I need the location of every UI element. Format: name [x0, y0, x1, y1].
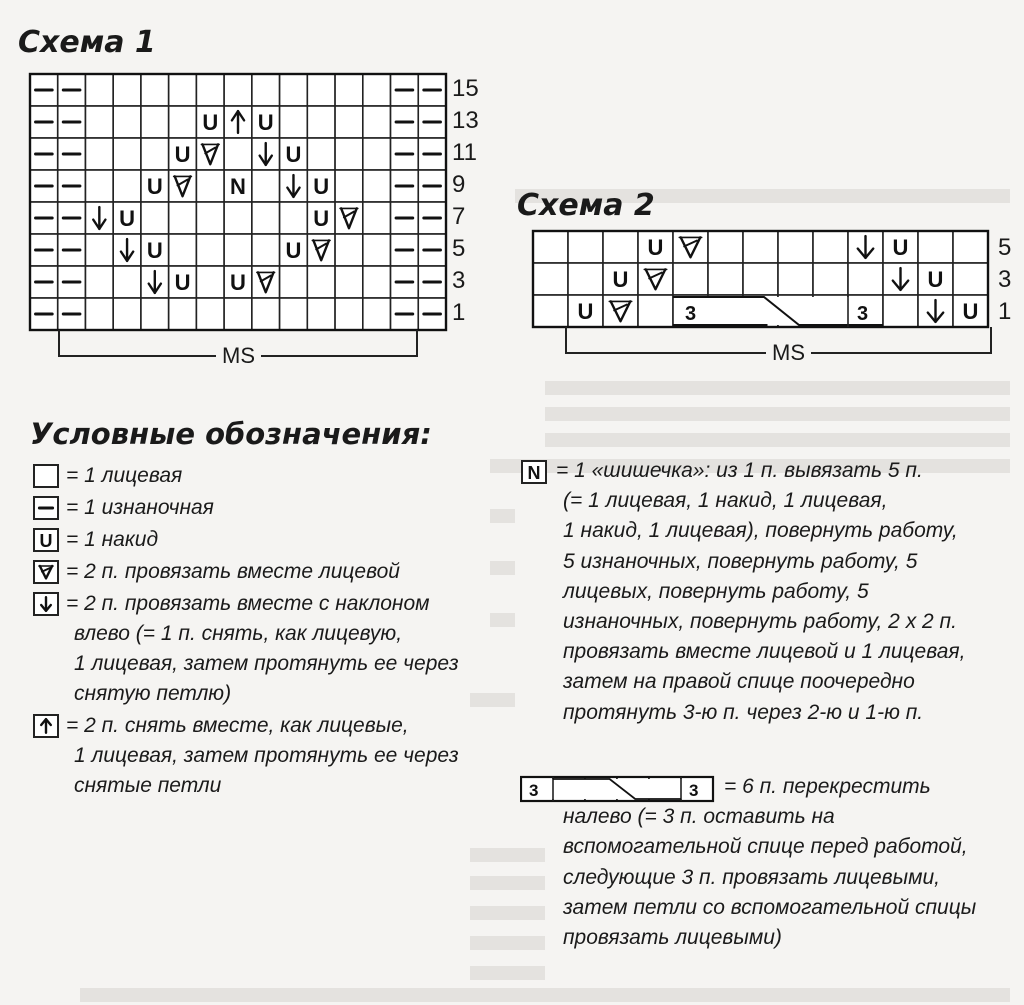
scheme1-row-number: 13: [452, 107, 479, 134]
scheme1-knit-cell: [335, 234, 363, 266]
legend-item-text: = 2 п. провязать вместе лицевой: [66, 560, 400, 583]
scheme1-knit-cell: [363, 138, 391, 170]
scheme1-purl-symbol: [391, 74, 419, 106]
scheme1-knit-cell: [113, 266, 141, 298]
scheme1-knit-cell: [196, 202, 224, 234]
scheme1-knit-cell: [307, 138, 335, 170]
scheme2-yarn-over-symbol: [568, 295, 603, 327]
scheme1-knit-cell: [335, 298, 363, 330]
scheme1-knit-cell: [169, 234, 197, 266]
scheme1-knit-cell: [280, 298, 308, 330]
scheme1-purl-symbol: [30, 266, 58, 298]
legend-item-text: = 1 накид: [66, 528, 159, 551]
scheme1-knit-cell: [196, 74, 224, 106]
scheme1-purl-symbol: [58, 202, 86, 234]
scheme1-knit-cell: [252, 74, 280, 106]
scheme1-knit-cell: [113, 106, 141, 138]
scheme1-purl-symbol: [418, 266, 446, 298]
scheme2-knit-cell: [778, 263, 813, 295]
scheme1-knit-cell: [169, 298, 197, 330]
scheme1-knit-cell: [85, 170, 113, 202]
legend-bobble-text: затем на правой спице поочередно: [563, 670, 915, 694]
scheme1-knit-cell: [252, 202, 280, 234]
scheme1-ms-label: MS: [216, 343, 261, 369]
scheme1-knit-cell: [85, 234, 113, 266]
scheme1-knit-cell: [169, 202, 197, 234]
legend-title: Условные обозначения:: [30, 417, 432, 451]
scheme1-k2tog-symbol: [169, 170, 197, 202]
scheme1-yarn-over-symbol: [307, 202, 335, 234]
scheme1-knit-cell: [335, 138, 363, 170]
legend-cross-text: следующие 3 п. провязать лицевыми,: [563, 865, 940, 889]
svg-text:U: U: [257, 110, 274, 135]
scheme1-yarn-over-symbol: [252, 106, 280, 138]
scheme1-yarn-over-symbol: [169, 138, 197, 170]
legend-item-text: снятую петлю): [74, 682, 232, 705]
scheme1-yarn-over-symbol: [280, 234, 308, 266]
scheme1-knit-cell: [141, 202, 169, 234]
scheme1-purl-symbol: [30, 74, 58, 106]
scheme1-title: Схема 1: [18, 25, 156, 60]
scheme1-knit-cell: [363, 170, 391, 202]
svg-text:U: U: [313, 206, 330, 231]
svg-text:U: U: [230, 270, 246, 295]
scheme1-knit-cell: [363, 266, 391, 298]
scheme1-knit-cell: [85, 298, 113, 330]
scheme1-row-number: 11: [452, 139, 477, 166]
legend-cross-text: вспомогательной спице перед работой,: [563, 835, 968, 859]
legend-yarn-over-symbol: [33, 528, 59, 552]
scheme2-ssk-symbol: [848, 231, 883, 263]
scheme1-yarn-over-symbol: [307, 170, 335, 202]
scheme1-knit-cell: [252, 234, 280, 266]
scheme2-knit-cell: [778, 231, 813, 263]
svg-text:U: U: [577, 299, 594, 324]
scheme1-knit-cell: [141, 106, 169, 138]
svg-text:U: U: [285, 238, 302, 263]
scheme2-k2tog-symbol: [603, 295, 638, 327]
scheme1-purl-symbol: [418, 298, 446, 330]
legend-ssk-symbol: [33, 592, 59, 616]
scheme1-purl-symbol: [58, 106, 86, 138]
legend-purl-symbol: [33, 496, 59, 520]
scheme1-knit-cell: [196, 266, 224, 298]
scheme1-knit-cell: [307, 74, 335, 106]
scheme1-knit-cell: [363, 74, 391, 106]
scheme1-purl-symbol: [418, 74, 446, 106]
scheme2-knit-cell: [883, 295, 918, 327]
scheme2-knit-cell: [953, 231, 988, 263]
scheme1-row-number: 3: [452, 267, 466, 294]
scheme1-knit-cell: [141, 138, 169, 170]
scheme1-purl-symbol: [418, 138, 446, 170]
scheme1-purl-symbol: [391, 138, 419, 170]
scheme2-yarn-over-symbol: [638, 231, 673, 263]
scheme1-ssk-symbol: [280, 170, 308, 202]
legend-bobble-text: 5 изнаночных, повернуть работу, 5: [563, 549, 918, 573]
scheme1-yarn-over-symbol: [224, 266, 252, 298]
legend-bobble-text: лицевых, повернуть работу, 5: [563, 579, 869, 603]
scheme1-purl-symbol: [418, 202, 446, 234]
legend-cable-cross-symbol: [520, 775, 716, 803]
legend-bobble-text: протянуть 3-ю п. через 2-ю и 1-ю п.: [563, 700, 924, 724]
svg-text:U: U: [39, 531, 53, 550]
svg-text:U: U: [146, 174, 163, 199]
scheme1-purl-symbol: [30, 234, 58, 266]
scheme2-knit-cell: [708, 263, 743, 295]
scheme1-knit-cell: [335, 106, 363, 138]
legend-item-text: влево (= 1 п. снять, как лицевую,: [74, 622, 403, 645]
legend-centered-double-decrease-symbol: [33, 714, 59, 738]
scheme1-k2tog-symbol: [307, 234, 335, 266]
scheme1-purl-symbol: [418, 234, 446, 266]
scheme1-knit-cell: [113, 138, 141, 170]
scheme1-row-number: 9: [452, 171, 466, 198]
legend-cross-label: 3: [529, 781, 539, 800]
scheme2-row-number: 5: [998, 234, 1012, 261]
scheme2-knit-cell: [813, 231, 848, 263]
scheme1-knit-cell: [335, 266, 363, 298]
svg-text:U: U: [174, 142, 191, 167]
legend-item-text: = 1 изнаночная: [66, 496, 214, 519]
scheme1-knit-cell: [196, 170, 224, 202]
scheme1-knit-cell: [224, 138, 252, 170]
scheme2-knit-cell: [918, 231, 953, 263]
scheme1-bobble-symbol: [224, 170, 252, 202]
scheme2-yarn-over-symbol: [918, 263, 953, 295]
scheme1-knit-cell: [280, 266, 308, 298]
legend-bobble-text: 1 накид, 1 лицевая), повернуть работу,: [563, 519, 958, 543]
scheme1-knit-cell: [363, 234, 391, 266]
scheme2-knit-cell: [673, 263, 708, 295]
scheme1-yarn-over-symbol: [280, 138, 308, 170]
scheme1-row-number: 5: [452, 235, 466, 262]
scheme1-purl-symbol: [391, 266, 419, 298]
scheme2-knit-cell: [533, 295, 568, 327]
scheme1-yarn-over-symbol: [196, 106, 224, 138]
legend-cross-text: затем петли со вспомогательной спицы: [563, 895, 977, 919]
svg-text:U: U: [202, 110, 219, 135]
scheme2-ssk-symbol: [883, 263, 918, 295]
svg-text:U: U: [892, 235, 909, 260]
scheme1-ssk-symbol: [252, 138, 280, 170]
scheme2-knit-cell: [708, 231, 743, 263]
scheme1-knit-cell: [335, 74, 363, 106]
svg-text:N: N: [230, 174, 246, 199]
scheme1-purl-symbol: [58, 138, 86, 170]
scheme1-purl-symbol: [58, 170, 86, 202]
scheme2-knit-cell: [568, 263, 603, 295]
scheme1-knit-cell: [224, 298, 252, 330]
scheme1-row-number: 7: [452, 203, 466, 230]
scheme1-yarn-over-symbol: [141, 170, 169, 202]
scheme1-row-number: 1: [452, 299, 466, 326]
scheme1-knit-cell: [196, 234, 224, 266]
scheme2-row-number: 3: [998, 266, 1012, 293]
svg-text:U: U: [285, 142, 302, 167]
scheme1-purl-symbol: [391, 106, 419, 138]
scheme1-knit-cell: [85, 138, 113, 170]
scheme1-purl-symbol: [391, 298, 419, 330]
scheme2-cable-cross: [673, 295, 883, 327]
scheme1-knit-cell: [224, 234, 252, 266]
scheme1-purl-symbol: [30, 202, 58, 234]
scheme1-purl-symbol: [391, 202, 419, 234]
scheme1-knit-cell: [280, 202, 308, 234]
scheme1-chart: [30, 74, 446, 330]
scheme1-purl-symbol: [30, 106, 58, 138]
scheme1-purl-symbol: [30, 138, 58, 170]
scheme1-knit-cell: [113, 170, 141, 202]
scheme2-knit-cell: [953, 263, 988, 295]
scheme1-knit-cell: [307, 298, 335, 330]
scheme2-knit-cell: [743, 263, 778, 295]
scheme2-yarn-over-symbol: [953, 295, 988, 327]
scheme1-knit-cell: [307, 266, 335, 298]
scheme1-knit-cell: [169, 106, 197, 138]
svg-text:U: U: [119, 206, 136, 231]
scheme2-yarn-over-symbol: [603, 263, 638, 295]
legend-k2tog-symbol: [33, 560, 59, 584]
scheme1-knit-cell: [196, 298, 224, 330]
legend-bobble-text: изнаночных, повернуть работу, 2 х 2 п.: [563, 610, 957, 633]
scheme2-knit-cell: [638, 295, 673, 327]
scheme1-purl-symbol: [58, 266, 86, 298]
legend-bobble-symbol: [521, 460, 547, 484]
svg-text:U: U: [146, 238, 163, 263]
scheme1-knit-cell: [252, 298, 280, 330]
legend-item-text: = 1 лицевая: [66, 464, 183, 487]
scheme1-yarn-over-symbol: [169, 266, 197, 298]
svg-text:U: U: [174, 270, 191, 295]
scheme2-knit-cell: [848, 263, 883, 295]
svg-text:U: U: [962, 299, 979, 324]
scheme1-row-number: 15: [452, 75, 479, 102]
scheme1-purl-symbol: [58, 298, 86, 330]
legend-cross-text: провязать лицевыми): [563, 926, 782, 949]
scheme1-grid: [30, 74, 446, 330]
svg-text:N: N: [527, 463, 541, 482]
svg-text:U: U: [647, 235, 664, 260]
scheme1-knit-cell: [85, 106, 113, 138]
scheme2-knit-cell: [533, 263, 568, 295]
scheme1-knit-cell: [280, 106, 308, 138]
scheme1-knit-cell: [224, 74, 252, 106]
scheme1-knit-cell: [113, 74, 141, 106]
scheme1-centered-double-decrease-symbol: [224, 106, 252, 138]
scheme2-ssk-symbol: [918, 295, 953, 327]
legend-cross-label: 3: [689, 781, 699, 800]
scheme1-purl-symbol: [58, 74, 86, 106]
scheme1-yarn-over-symbol: [141, 234, 169, 266]
svg-text:U: U: [927, 267, 944, 292]
legend-bobble-text: (= 1 лицевая, 1 накид, 1 лицевая,: [563, 489, 888, 513]
scheme2-yarn-over-symbol: [883, 231, 918, 263]
scheme1-knit-cell: [363, 298, 391, 330]
scheme2-knit-cell: [743, 231, 778, 263]
scheme1-ssk-symbol: [85, 202, 113, 234]
scheme1-purl-symbol: [30, 170, 58, 202]
scheme1-yarn-over-symbol: [113, 202, 141, 234]
scheme2-title: Схема 2: [517, 188, 655, 223]
scheme1-knit-cell: [280, 74, 308, 106]
scheme1-ssk-symbol: [113, 234, 141, 266]
scheme1-purl-symbol: [391, 234, 419, 266]
legend-item-text: снятые петли: [74, 774, 222, 797]
scheme2-ms-label: MS: [766, 340, 811, 366]
scheme1-knit-cell: [363, 202, 391, 234]
scheme2-cross-label: 3: [857, 303, 869, 325]
scheme1-knit-cell: [307, 106, 335, 138]
scheme1-knit-cell: [85, 266, 113, 298]
legend-cross-text: налево (= 3 п. оставить на: [563, 805, 835, 829]
legend-cross-text: = 6 п. перекрестить: [724, 775, 931, 798]
scheme1-knit-cell: [252, 170, 280, 202]
legend-item-text: = 2 п. провязать вместе с наклоном: [66, 592, 430, 615]
scheme1-knit-cell: [169, 74, 197, 106]
scheme2-k2tog-symbol: [673, 231, 708, 263]
scheme1-purl-symbol: [391, 170, 419, 202]
scheme1-k2tog-symbol: [335, 202, 363, 234]
scheme1-purl-symbol: [30, 298, 58, 330]
scheme2-knit-cell: [568, 231, 603, 263]
legend-item-text: 1 лицевая, затем протянуть ее через: [74, 744, 459, 767]
legend-bobble-text: = 1 «шишечка»: из 1 п. вывязать 5 п.: [556, 459, 923, 482]
svg-text:U: U: [313, 174, 330, 199]
legend-bobble-text: провязать вместе лицевой и 1 лицевая,: [563, 640, 966, 664]
scheme2-knit-cell: [603, 231, 638, 263]
scheme1-knit-cell: [224, 202, 252, 234]
scheme2-cross-label: 3: [685, 303, 697, 325]
scheme1-knit-cell: [141, 74, 169, 106]
scheme2-knit-cell: [813, 263, 848, 295]
scheme2-chart: [533, 231, 988, 327]
scheme1-knit-cell: [335, 170, 363, 202]
scheme1-k2tog-symbol: [196, 138, 224, 170]
scheme1-ssk-symbol: [141, 266, 169, 298]
scheme2-k2tog-symbol: [638, 263, 673, 295]
svg-text:U: U: [612, 267, 629, 292]
scheme1-knit-cell: [141, 298, 169, 330]
scheme1-knit-cell: [85, 74, 113, 106]
scheme2-row-number: 1: [998, 298, 1012, 325]
scheme1-knit-cell: [363, 106, 391, 138]
scheme1-k2tog-symbol: [252, 266, 280, 298]
scheme1-purl-symbol: [418, 106, 446, 138]
scheme1-purl-symbol: [418, 170, 446, 202]
scheme1-purl-symbol: [58, 234, 86, 266]
legend-item-text: 1 лицевая, затем протянуть ее через: [74, 652, 459, 675]
legend-knit-cell: [33, 464, 59, 488]
scheme1-knit-cell: [113, 298, 141, 330]
scheme2-grid: [533, 231, 988, 327]
scheme2-knit-cell: [533, 231, 568, 263]
legend-item-text: = 2 п. снять вместе, как лицевые,: [66, 714, 409, 737]
